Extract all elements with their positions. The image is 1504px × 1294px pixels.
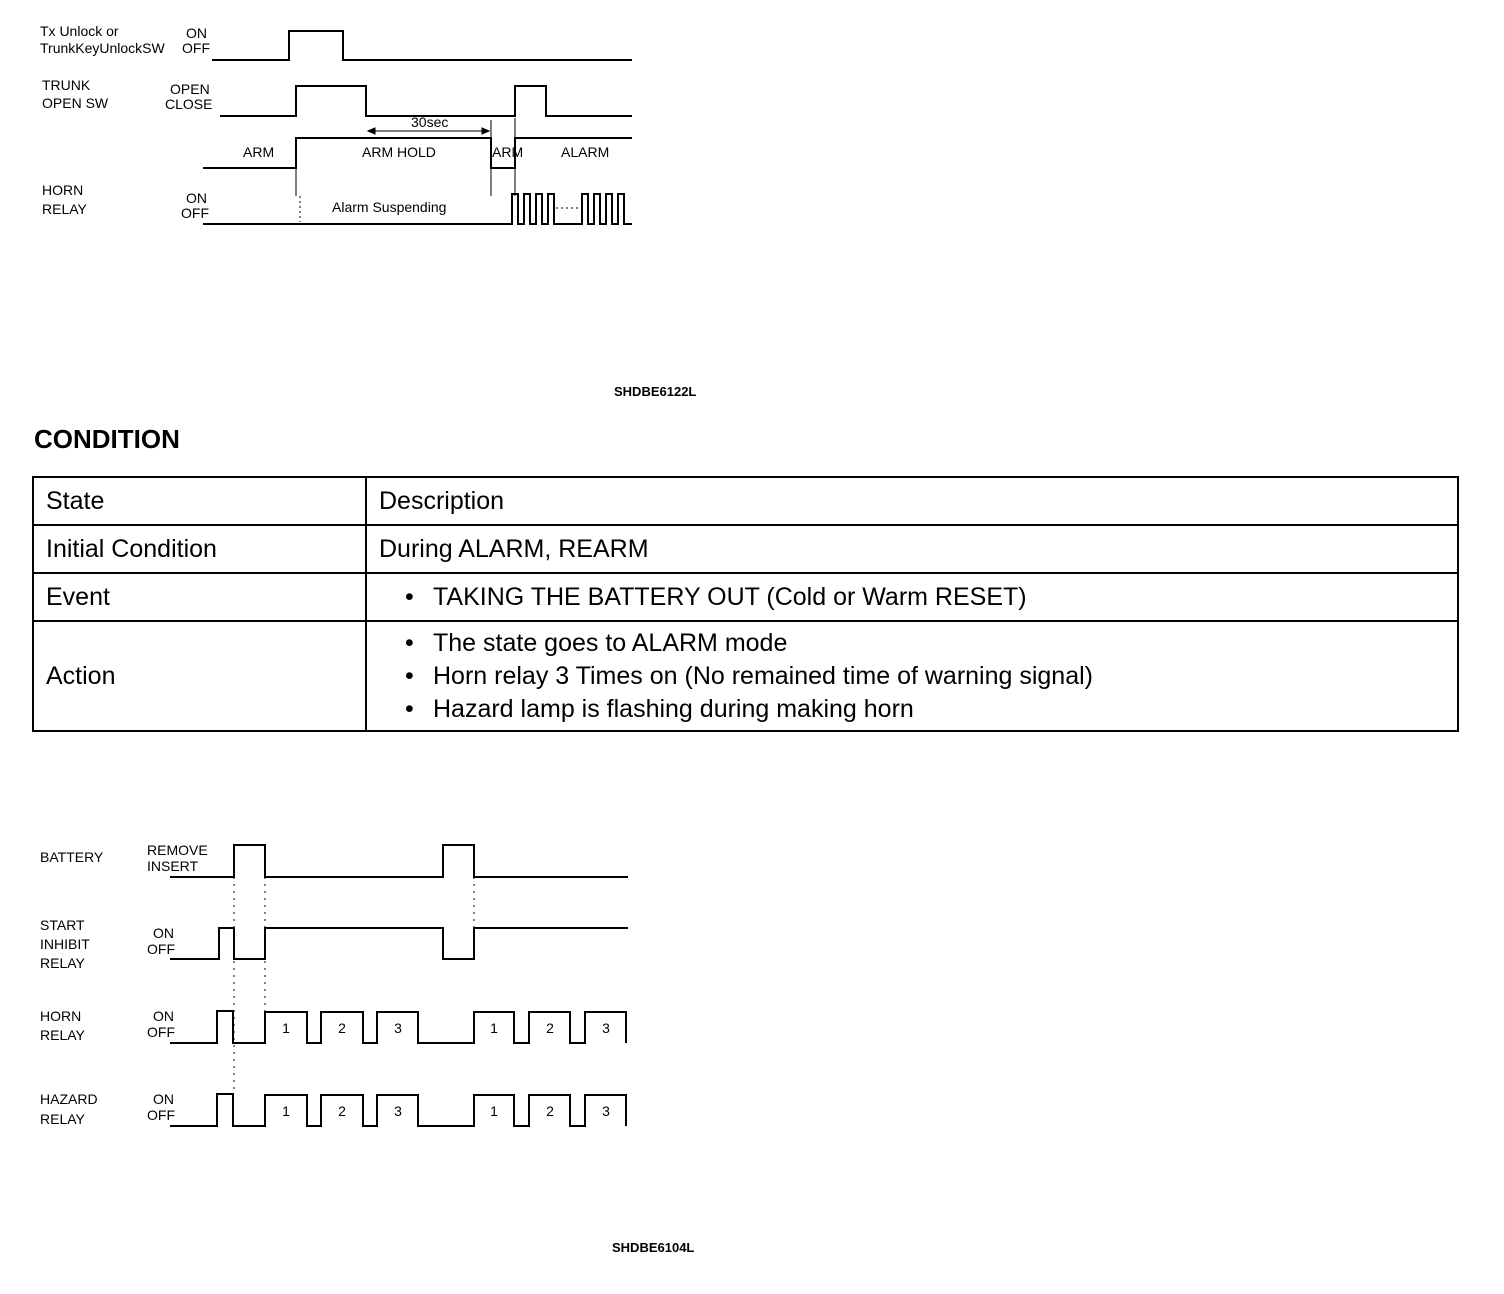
hazard-pulse-number: 1 [490, 1103, 498, 1119]
horn-relay2-label-2: RELAY [40, 1027, 85, 1043]
row-desc-initial: During ALARM, REARM [366, 525, 1458, 573]
timer-arrow-head-right [482, 128, 489, 134]
table-row [33, 573, 1458, 621]
battery-insert-label: INSERT [147, 858, 199, 874]
state-alarm-label: ALARM [561, 144, 610, 160]
row-state-initial: Initial Condition [33, 525, 366, 573]
hazard-pulse-number: 2 [546, 1103, 554, 1119]
hazard-relay-off-label: OFF [147, 1107, 175, 1123]
horn-pulse-number: 2 [338, 1020, 346, 1036]
timing-diagram-alarm-suspend [0, 0, 700, 260]
condition-table [32, 476, 1459, 732]
tx-unlock-waveform [212, 31, 632, 60]
timer-30sec-label: 30sec [411, 114, 449, 130]
tx-unlock-label-2: TrunkKeyUnlockSW [40, 40, 165, 56]
start-inhibit-off-label: OFF [147, 941, 175, 957]
state-arm-label-2: ARM [492, 144, 524, 160]
hazard-relay-label-2: RELAY [40, 1111, 85, 1127]
timing-diagram-battery-reset [0, 830, 700, 1150]
header-description: Description [366, 477, 1458, 525]
horn-relay-on-label: ON [186, 190, 207, 206]
horn-relay2-off-label: OFF [147, 1024, 175, 1040]
horn-relay-label-2: RELAY [42, 201, 87, 217]
start-inhibit-on-label: ON [153, 925, 174, 941]
table-row [33, 621, 1458, 731]
timer-arrow-head-left [368, 128, 375, 134]
hazard-relay-on-label: ON [153, 1091, 174, 1107]
horn-pulse-number: 1 [490, 1020, 498, 1036]
trunk-open-label: OPEN [170, 81, 210, 97]
hazard-pulse-number: 1 [282, 1103, 290, 1119]
row-desc-event [366, 573, 1458, 621]
start-inhibit-label-1: START [40, 917, 85, 933]
action-bullet: • The state goes to ALARM mode [433, 627, 1445, 660]
state-arm-hold-label: ARM HOLD [362, 144, 436, 160]
horn-pulse-number: 1 [282, 1020, 290, 1036]
hazard-pulse-number: 3 [602, 1103, 610, 1119]
action-bullet: • Horn relay 3 Times on (No remained time of warning signal) [433, 660, 1445, 693]
horn-pulse-number: 3 [394, 1020, 402, 1036]
table-header-row [33, 477, 1458, 525]
header-state: State [33, 477, 366, 525]
trunk-close-label: CLOSE [165, 96, 213, 112]
battery-remove-label: REMOVE [147, 842, 208, 858]
state-arm-label: ARM [243, 144, 275, 160]
action-bullets [379, 627, 1445, 726]
horn-relay2-label-1: HORN [40, 1008, 82, 1024]
horn-relay-label-1: HORN [42, 182, 84, 198]
trunk-label-1: TRUNK [42, 77, 91, 93]
table-row [33, 525, 1458, 573]
horn-pulse-number: 3 [602, 1020, 610, 1036]
hazard-relay-label-1: HAZARD [40, 1091, 98, 1107]
figure-code-2: SHDBE6104L [612, 1240, 695, 1255]
horn-pulse-number: 2 [546, 1020, 554, 1036]
start-inhibit-label-2: INHIBIT [40, 936, 90, 952]
row-state-action: Action [33, 621, 366, 731]
row-state-event: Event [33, 573, 366, 621]
horn-relay-off-label: OFF [181, 205, 209, 221]
row-desc-action [366, 621, 1458, 731]
trunk-label-2: OPEN SW [42, 95, 109, 111]
hazard-pulse-number: 3 [394, 1103, 402, 1119]
battery-waveform [170, 845, 628, 877]
tx-unlock-off-label: OFF [182, 40, 210, 56]
condition-heading: CONDITION [34, 424, 180, 454]
horn-relay2-on-label: ON [153, 1008, 174, 1024]
start-inhibit-label-3: RELAY [40, 955, 85, 971]
alarm-suspending-label: Alarm Suspending [332, 199, 447, 215]
start-inhibit-waveform [170, 928, 628, 959]
tx-unlock-on-label: ON [186, 25, 207, 41]
battery-label: BATTERY [40, 849, 104, 865]
figure-code-1: SHDBE6122L [614, 384, 697, 399]
hazard-pulse-number: 2 [338, 1103, 346, 1119]
trunk-open-waveform [220, 86, 632, 116]
event-bullet: • TAKING THE BATTERY OUT (Cold or Warm RESET) [433, 581, 1445, 614]
event-bullets [379, 581, 1445, 614]
action-bullet: • Hazard lamp is flashing during making horn [433, 693, 1445, 726]
tx-unlock-label-1: Tx Unlock or [40, 23, 119, 39]
